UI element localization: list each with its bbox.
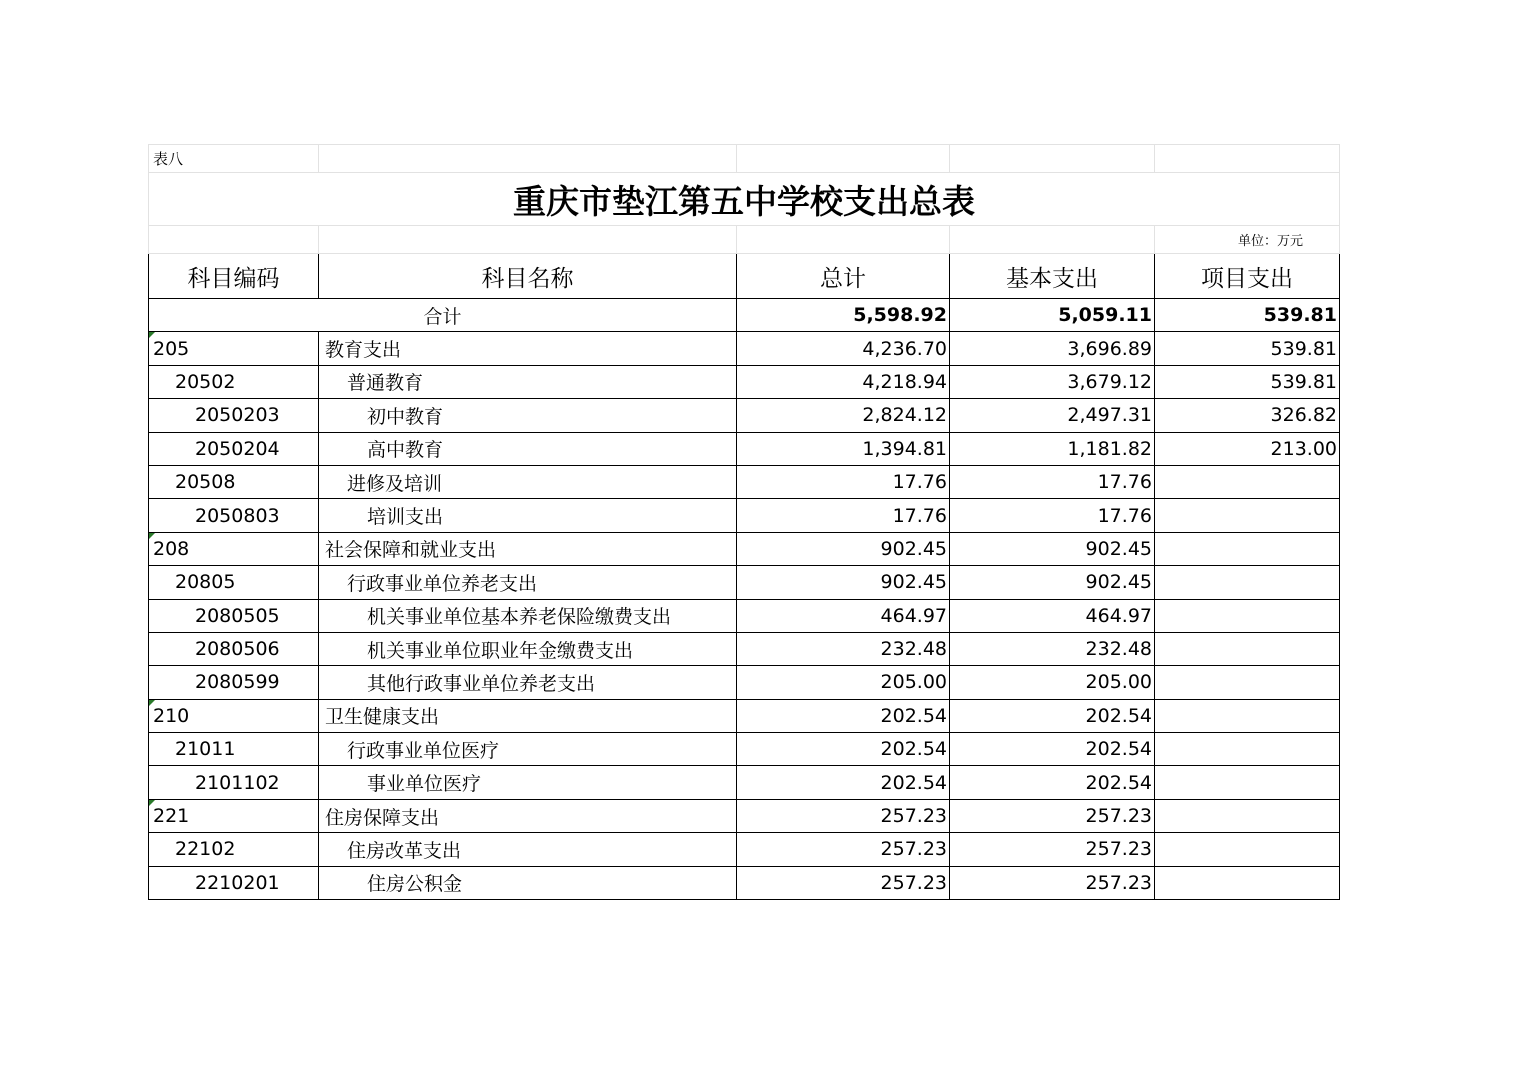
row-name: 住房公积金	[319, 866, 737, 899]
total-label: 合计	[149, 299, 737, 332]
unit-label: 单位：万元	[1155, 226, 1340, 254]
row-total: 205.00	[737, 666, 950, 699]
row-basic: 3,679.12	[950, 365, 1155, 398]
header-basic: 基本支出	[950, 254, 1155, 299]
row-project: 539.81	[1155, 365, 1340, 398]
row-name: 高中教育	[319, 432, 737, 465]
table-row	[149, 365, 1340, 398]
row-project	[1155, 733, 1340, 766]
row-project: 539.81	[1155, 332, 1340, 365]
row-code: 210	[149, 699, 319, 732]
header-project: 项目支出	[1155, 254, 1340, 299]
row-code: 2101102	[149, 766, 319, 799]
row-basic: 202.54	[950, 766, 1155, 799]
row-code: 2050803	[149, 499, 319, 532]
table-row	[149, 599, 1340, 632]
row-total: 4,236.70	[737, 332, 950, 365]
row-project	[1155, 866, 1340, 899]
row-total: 202.54	[737, 766, 950, 799]
row-total: 257.23	[737, 866, 950, 899]
row-code: 22102	[149, 833, 319, 866]
row-name: 事业单位医疗	[319, 766, 737, 799]
header-total: 总计	[737, 254, 950, 299]
row-total: 232.48	[737, 632, 950, 665]
table-row	[149, 332, 1340, 365]
table-row	[149, 399, 1340, 432]
row-basic: 232.48	[950, 632, 1155, 665]
header-name: 科目名称	[319, 254, 737, 299]
table-row	[149, 699, 1340, 732]
total-basic: 5,059.11	[950, 299, 1155, 332]
row-code: 2050204	[149, 432, 319, 465]
row-project	[1155, 532, 1340, 565]
row-project: 326.82	[1155, 399, 1340, 432]
row-basic: 257.23	[950, 833, 1155, 866]
table-row	[149, 866, 1340, 899]
table-row	[149, 432, 1340, 465]
row-name: 进修及培训	[319, 465, 737, 498]
table-row	[149, 766, 1340, 799]
row-name: 行政事业单位医疗	[319, 733, 737, 766]
row-total: 202.54	[737, 733, 950, 766]
row-name: 卫生健康支出	[319, 699, 737, 732]
row-basic: 17.76	[950, 465, 1155, 498]
row-code: 2080505	[149, 599, 319, 632]
row-project	[1155, 632, 1340, 665]
row-code: 205	[149, 332, 319, 365]
header-code: 科目编码	[149, 254, 319, 299]
row-basic: 257.23	[950, 866, 1155, 899]
row-total: 257.23	[737, 833, 950, 866]
row-basic: 3,696.89	[950, 332, 1155, 365]
row-code: 20805	[149, 566, 319, 599]
row-total: 257.23	[737, 799, 950, 832]
row-code: 2080506	[149, 632, 319, 665]
row-name: 其他行政事业单位养老支出	[319, 666, 737, 699]
row-project	[1155, 766, 1340, 799]
form-label: 表八	[149, 145, 319, 173]
table-row	[149, 799, 1340, 832]
row-total: 202.54	[737, 699, 950, 732]
row-total: 902.45	[737, 532, 950, 565]
table-row	[149, 465, 1340, 498]
table-row	[149, 566, 1340, 599]
row-code: 2080599	[149, 666, 319, 699]
total-row	[149, 299, 1340, 332]
row-code: 21011	[149, 733, 319, 766]
row-basic: 902.45	[950, 566, 1155, 599]
row-basic: 902.45	[950, 532, 1155, 565]
row-name: 培训支出	[319, 499, 737, 532]
row-code: 20508	[149, 465, 319, 498]
row-total: 17.76	[737, 499, 950, 532]
row-project	[1155, 465, 1340, 498]
expenditure-table	[148, 144, 1340, 900]
row-name: 机关事业单位基本养老保险缴费支出	[319, 599, 737, 632]
row-name: 机关事业单位职业年金缴费支出	[319, 632, 737, 665]
row-total: 464.97	[737, 599, 950, 632]
header-row	[149, 254, 1340, 299]
row-code: 208	[149, 532, 319, 565]
row-project	[1155, 599, 1340, 632]
row-code: 2210201	[149, 866, 319, 899]
row-basic: 205.00	[950, 666, 1155, 699]
row-total: 1,394.81	[737, 432, 950, 465]
row-total: 902.45	[737, 566, 950, 599]
table-row	[149, 733, 1340, 766]
row-project	[1155, 566, 1340, 599]
row-code: 20502	[149, 365, 319, 398]
table-row	[149, 632, 1340, 665]
row-total: 4,218.94	[737, 365, 950, 398]
row-name: 教育支出	[319, 332, 737, 365]
total-project: 539.81	[1155, 299, 1340, 332]
row-name: 普通教育	[319, 365, 737, 398]
row-code: 2050203	[149, 399, 319, 432]
row-basic: 17.76	[950, 499, 1155, 532]
row-project	[1155, 833, 1340, 866]
row-project	[1155, 799, 1340, 832]
row-basic: 2,497.31	[950, 399, 1155, 432]
row-name: 住房保障支出	[319, 799, 737, 832]
row-total: 2,824.12	[737, 399, 950, 432]
table-row	[149, 833, 1340, 866]
page-title: 重庆市垫江第五中学校支出总表	[149, 173, 1340, 226]
row-basic: 257.23	[950, 799, 1155, 832]
row-project	[1155, 666, 1340, 699]
row-project	[1155, 699, 1340, 732]
row-name: 行政事业单位养老支出	[319, 566, 737, 599]
table-row	[149, 666, 1340, 699]
row-basic: 202.54	[950, 699, 1155, 732]
row-name: 住房改革支出	[319, 833, 737, 866]
row-code: 221	[149, 799, 319, 832]
row-project: 213.00	[1155, 432, 1340, 465]
row-project	[1155, 499, 1340, 532]
row-basic: 1,181.82	[950, 432, 1155, 465]
row-total: 17.76	[737, 465, 950, 498]
row-basic: 464.97	[950, 599, 1155, 632]
row-basic: 202.54	[950, 733, 1155, 766]
row-name: 初中教育	[319, 399, 737, 432]
total-amount: 5,598.92	[737, 299, 950, 332]
table-row	[149, 499, 1340, 532]
table-row	[149, 532, 1340, 565]
row-name: 社会保障和就业支出	[319, 532, 737, 565]
